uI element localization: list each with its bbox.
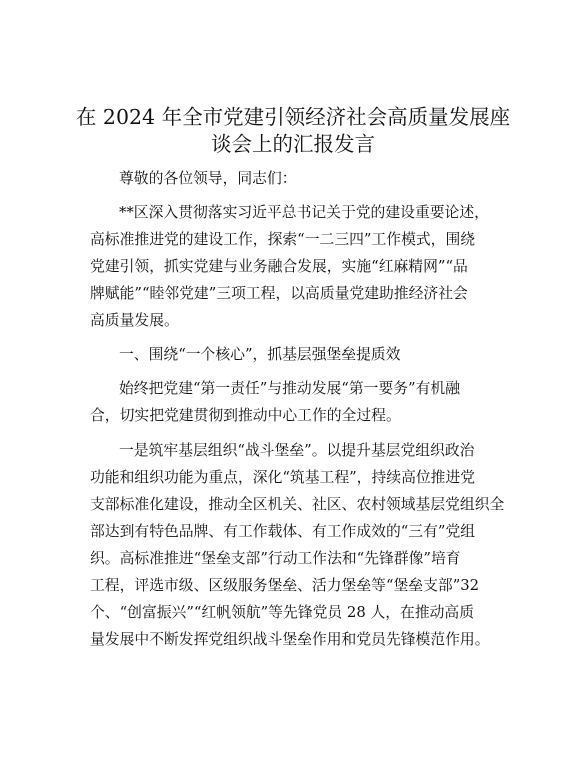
intro-line: **区深入贯彻落实习近平总书记关于党的建设重要论述， (119, 204, 489, 221)
section-heading-text: 一、围绕“一个核心”，抓基层强堡垒提质效 (119, 346, 401, 363)
intro-paragraph (90, 199, 508, 334)
section-1-heading (90, 341, 508, 368)
salutation-text: 尊敬的各位领导，同志们： (119, 170, 297, 187)
item-1-line: 量发展中不断发挥党组织战斗堡垒作用和党员先锋模范作用。 (90, 631, 490, 648)
title-line-2: 谈会上的汇报发言 (211, 132, 375, 156)
section-1-line: 始终把党建“第一责任”与推动发展“第一要务”有机融 (119, 380, 460, 397)
document-title (70, 104, 516, 158)
item-1-line: 支部标准化建设，推动全区机关、社区、农村领域基层党组织全 (90, 496, 505, 513)
item-1-line: 功能和组织功能为重点，深化“筑基工程”，持续高位推进党 (90, 469, 476, 486)
item-1-line: 织。高标准推进“堡垒支部”行动工作法和“先锋群像”培育 (90, 550, 461, 567)
salutation (90, 165, 508, 192)
title-line-1: 在 2024 年全市党建引领经济社会高质量发展座 (75, 105, 511, 129)
intro-line: 牌赋能”“睦邻党建”三项工程，以高质量党建助推经济社会 (90, 285, 468, 302)
item-1-line: 工程，评选市级、区级服务堡垒、活力堡垒等“堡垒支部”32 (90, 577, 480, 594)
intro-line: 高标准推进党的建设工作，探索“一二三四”工作模式，围绕 (90, 231, 476, 248)
item-1-line: 个、“创富振兴”“红帆领航”等先锋党员 28 人，在推动高质 (90, 604, 475, 621)
intro-line: 党建引领，抓实党建与业务融合发展，实施“红麻精网”“品 (90, 258, 468, 275)
section-1-paragraph (90, 375, 508, 429)
item-1-line: 一是筑牢基层组织“战斗堡垒”。以提升基层党组织政治 (119, 442, 475, 459)
intro-line: 高质量发展。 (90, 312, 179, 329)
section-1-line: 合，切实把党建贯彻到推动中心工作的全过程。 (90, 407, 401, 424)
item-1-line: 部达到有特色品牌、有工作载体、有工作成效的“三有”党组 (90, 523, 476, 540)
item-1-paragraph (90, 437, 508, 653)
